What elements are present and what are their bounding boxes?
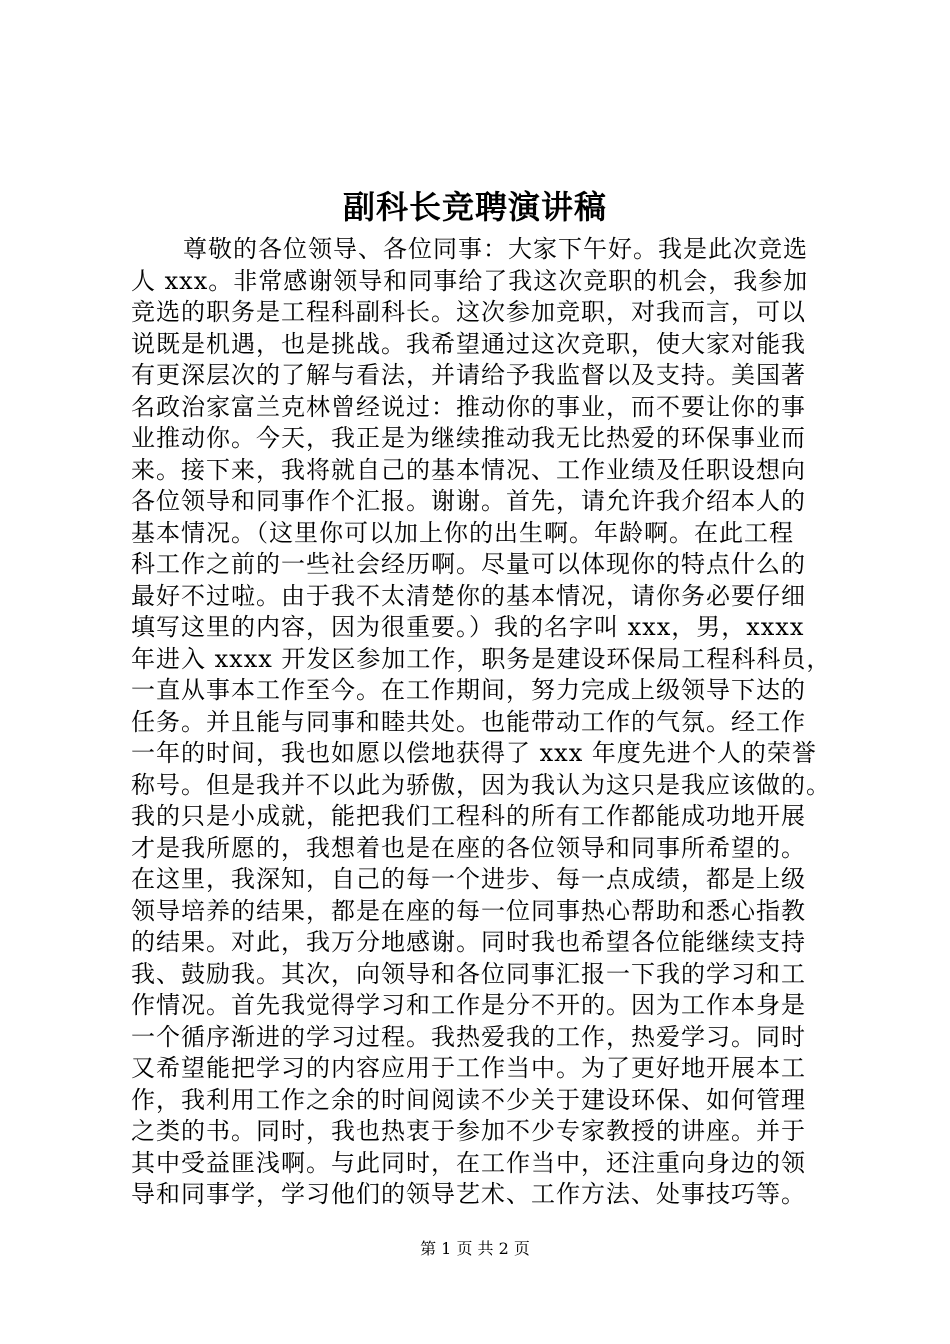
body-line: 才是我所愿的，我想着也是在座的各位领导和同事所希望的。 [131,833,806,862]
body-line: 科工作之前的一些社会经历啊。尽量可以体现你的特点什么的 [131,550,806,578]
body-line: 竞选的职务是工程科副科长。这次参加竞职，对我而言，可以 [131,298,806,326]
body-line: 各位领导和同事作个汇报。谢谢。首先，请允许我介绍本人的 [131,487,806,515]
body-line: 又希望能把学习的内容应用于工作当中。为了更好地开展本工 [131,1054,806,1082]
body-line: 其中受益匪浅啊。与此同时，在工作当中，还注重向身边的领 [131,1148,806,1177]
body-line: 之类的书。同时，我也热衷于参加不少专家教授的讲座。并于 [131,1117,806,1145]
body-line: 我、鼓励我。其次，向领导和各位同事汇报一下我的学习和工 [131,959,806,988]
body-line: 一年的时间，我也如愿以偿地获得了 xxx 年度先进个人的荣誉 [131,739,817,767]
body-line: 称号。但是我并不以此为骄傲，因为我认为这只是我应该做的。 [131,770,831,799]
body-line: 尊敬的各位领导、各位同事：大家下午好。我是此次竞选 [183,235,808,263]
body-line: 名政治家富兰克林曾经说过：推动你的事业，而不要让你的事 [131,392,806,421]
page-title: 副科长竞聘演讲稿 [342,188,607,226]
body-line: 有更深层次的了解与看法，并请给予我监督以及支持。美国著 [131,361,806,389]
body-line: 说既是机遇，也是挑战。我希望通过这次竞职，使大家对能我 [131,329,806,358]
body-line: 导和同事学，学习他们的领导艺术、工作方法、处事技巧等。 [131,1180,806,1208]
body-line: 一直从事本工作至今。在工作期间，努力完成上级领导下达的 [131,676,806,704]
page-footer: 第 1 页 共 2 页 [420,1239,530,1258]
body-line: 作情况。首先我觉得学习和工作是分不开的。因为工作本身是 [131,991,806,1019]
body-line: 在这里，我深知，自己的每一个进步、每一点成绩，都是上级 [131,865,806,893]
speech-body [131,234,831,1211]
body-line: 的结果。对此，我万分地感谢。同时我也希望各位能继续支持 [131,928,806,956]
body-line: 最好不过啦。由于我不太清楚你的基本情况，请你务必要仔细 [131,581,806,610]
body-line: 我的只是小成就，能把我们工程科的所有工作都能成功地开展 [131,802,806,830]
body-line: 基本情况。（这里你可以加上你的出生啊。年龄啊。在此工程 [131,518,794,547]
body-line: 人 xxx。非常感谢领导和同事给了我这次竞职的机会，我参加 [131,266,809,295]
body-line: 领导培养的结果，都是在座的每一位同事热心帮助和悉心指教 [131,896,806,925]
body-line: 填写这里的内容，因为很重要。）我的名字叫 xxx，男，xxxx [131,613,805,641]
body-line: 任务。并且能与同事和睦共处。也能带动工作的气氛。经工作 [131,707,806,736]
body-line: 作，我利用工作之余的时间阅读不少关于建设环保、如何管理 [131,1085,806,1114]
body-line: 来。接下来，我将就自己的基本情况、工作业绩及任职设想向 [131,455,806,484]
body-line: 年进入 xxxx 开发区参加工作，职务是建设环保局工程科科员， [131,644,832,673]
body-line: 业推动你。今天，我正是为继续推动我无比热爱的环保事业而 [131,424,806,452]
body-line: 一个循序渐进的学习过程。我热爱我的工作，热爱学习。同时 [131,1022,806,1051]
